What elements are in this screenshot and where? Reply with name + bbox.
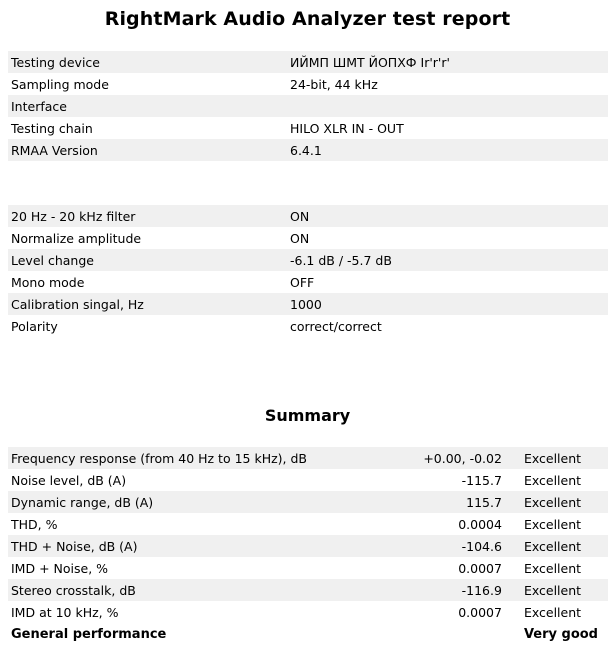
general-performance-spacer	[384, 623, 524, 645]
table-row	[8, 579, 608, 601]
setting-value: OFF	[287, 271, 608, 293]
table-row	[8, 249, 608, 271]
table-row	[8, 117, 608, 139]
device-info-table	[8, 51, 608, 161]
general-performance-rating: Very good	[524, 623, 608, 645]
table-row	[8, 513, 608, 535]
info-value: 6.4.1	[287, 139, 608, 161]
summary-rating: Excellent	[524, 447, 608, 469]
info-label: Testing chain	[8, 117, 287, 139]
setting-value: ON	[287, 205, 608, 227]
table-row	[8, 139, 608, 161]
settings-table	[8, 205, 608, 337]
info-label: Sampling mode	[8, 73, 287, 95]
info-value: ИЙМП ШМТ ЙОПХФ Ir'r'r'	[287, 51, 608, 73]
summary-table	[8, 447, 608, 645]
table-row	[8, 227, 608, 249]
setting-label: Normalize amplitude	[8, 227, 287, 249]
table-row	[8, 271, 608, 293]
table-row	[8, 293, 608, 315]
summary-rating: Excellent	[524, 513, 608, 535]
info-label: Interface	[8, 95, 287, 117]
summary-value: 115.7	[384, 491, 524, 513]
table-row	[8, 95, 608, 117]
summary-param: IMD + Noise, %	[8, 557, 384, 579]
summary-value: -116.9	[384, 579, 524, 601]
summary-value: 0.0007	[384, 557, 524, 579]
setting-label: Mono mode	[8, 271, 287, 293]
table-row	[8, 601, 608, 623]
summary-rating: Excellent	[524, 535, 608, 557]
summary-rating: Excellent	[524, 601, 608, 623]
info-value: 24-bit, 44 kHz	[287, 73, 608, 95]
summary-param: Noise level, dB (A)	[8, 469, 384, 491]
table-row	[8, 73, 608, 95]
summary-param: Frequency response (from 40 Hz to 15 kHz), dB	[8, 447, 384, 469]
summary-value: 0.0004	[384, 513, 524, 535]
setting-label: 20 Hz - 20 kHz filter	[8, 205, 287, 227]
summary-rating: Excellent	[524, 469, 608, 491]
info-value	[287, 95, 608, 117]
summary-param: IMD at 10 kHz, %	[8, 601, 384, 623]
setting-label: Level change	[8, 249, 287, 271]
summary-rating: Excellent	[524, 557, 608, 579]
summary-value: 0.0007	[384, 601, 524, 623]
setting-label: Calibration singal, Hz	[8, 293, 287, 315]
setting-value: ON	[287, 227, 608, 249]
table-row	[8, 491, 608, 513]
table-row	[8, 205, 608, 227]
info-label: RMAA Version	[8, 139, 287, 161]
summary-param: Stereo crosstalk, dB	[8, 579, 384, 601]
info-value: HILO XLR IN - OUT	[287, 117, 608, 139]
summary-heading: Summary	[264, 406, 351, 425]
table-row	[8, 447, 608, 469]
table-row	[8, 535, 608, 557]
table-row	[8, 469, 608, 491]
summary-param: Dynamic range, dB (A)	[8, 491, 384, 513]
table-row	[8, 557, 608, 579]
table-row	[8, 315, 608, 337]
summary-param: THD + Noise, dB (A)	[8, 535, 384, 557]
summary-rating: Excellent	[524, 491, 608, 513]
table-row	[8, 51, 608, 73]
summary-value: -104.6	[384, 535, 524, 557]
general-performance-label: General performance	[8, 623, 384, 645]
setting-value: -6.1 dB / -5.7 dB	[287, 249, 608, 271]
setting-value: 1000	[287, 293, 608, 315]
summary-param: THD, %	[8, 513, 384, 535]
setting-value: correct/correct	[287, 315, 608, 337]
setting-label: Polarity	[8, 315, 287, 337]
report-title: RightMark Audio Analyzer test report	[104, 8, 511, 30]
summary-rating: Excellent	[524, 579, 608, 601]
summary-value: -115.7	[384, 469, 524, 491]
summary-value: +0.00, -0.02	[384, 447, 524, 469]
info-label: Testing device	[8, 51, 287, 73]
general-performance-row	[8, 623, 608, 645]
